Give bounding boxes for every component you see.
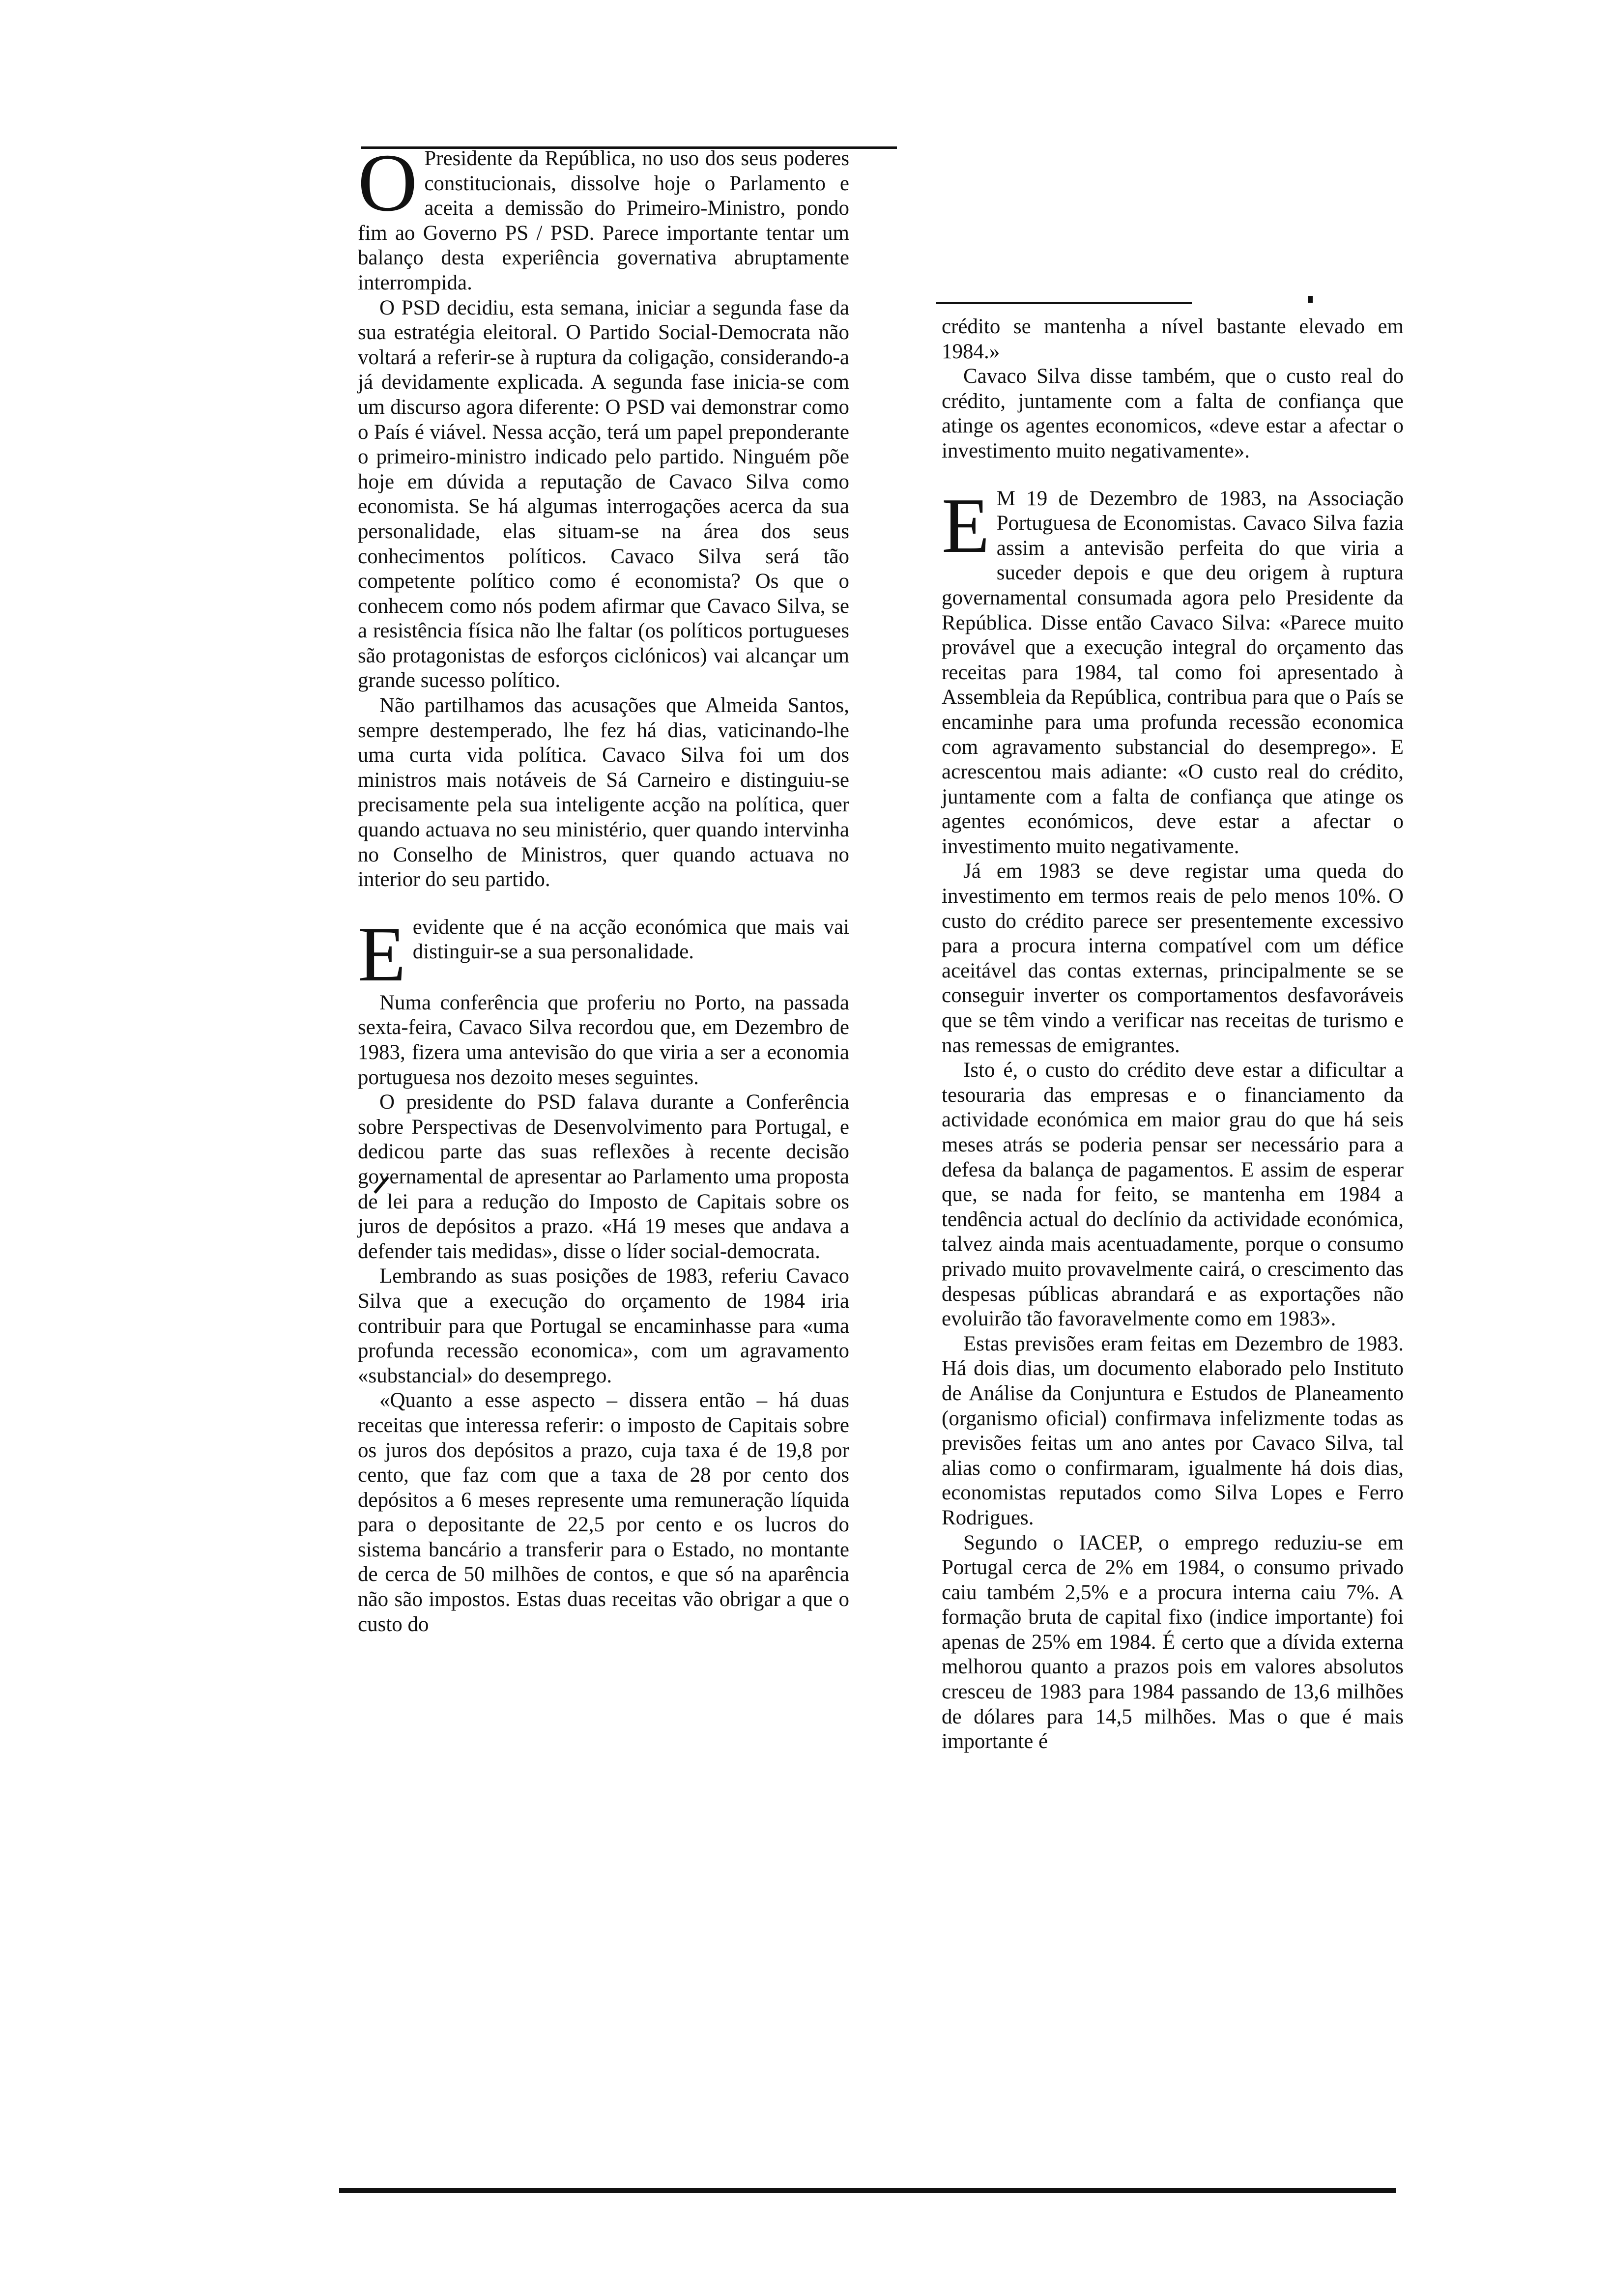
paragraph-11: M 19 de Dezembro de 1983, na Associação Portuguesa de Economistas. Cavaco Silva fazia assim a antevisão perfeita do que viria a suceder depois e que deu origem à ruptura governamental consumada agora pelo Presidente da República. Disse então Cavaco Silva: «Parece muito provável que a execução integral do orçamento das receitas para 1984, tal como foi apresentado à Assembleia da República, contribua para que o País se encaminhe para uma profunda recessão economica com agravamento substancial do desemprego». E acrescentou mais adiante: «O custo real do crédito, juntamente com a falta de confiança que atinge os agentes económicos, deve estar a afectar o investimento muito negativamente. (942, 487, 1404, 858)
paragraph-10: Cavaco Silva disse também, que o custo real do crédito, juntamente com a falta de confiança que atinge os agentes economicos, «deve estar a afectar o investimento muito negativamente». (942, 365, 1404, 462)
column-rule (936, 302, 1192, 304)
drop-cap-e: E (358, 910, 406, 998)
paragraph-14: Estas previsões eram feitas em Dezembro de 1983. Há dois dias, um documento elaborado pelo Instituto de Análise da Conjuntura e Estudos de Planeamento (organismo oficial) confirmava infelizmente todas as previsões feitas um ano antes por Cavaco Silva, tal alias como o confirmaram, igualmente há dois dias, economistas reputados como Silva Lopes e Ferro Rodrigues. (942, 1332, 1404, 1529)
section-e-right (942, 481, 1404, 860)
ink-mark (1308, 296, 1313, 303)
paragraph-7: Lembrando as suas posições de 1983, referiu Cavaco Silva que a execução do orçamento de 1984 iria contribuir para que Portugal se encaminhasse para «uma profunda recessão economica», com um agravamento «substancial» do desemprego. (358, 1264, 849, 1387)
article-column-right (942, 315, 1404, 1754)
article-column-left (358, 137, 849, 1637)
paragraph-3: Não partilhamos das acusações que Almeida Santos, sempre destemperado, lhe fez há dias, vaticinando-lhe uma curta vida política. Cavaco Silva foi um dos ministros mais notáveis de Sá Carneiro e distinguiu-se precisamente pela sua inteligente acção na política, quer quando actuava no seu ministério, quer quando intervinha no Conselho de Ministros, quer quando actuava no interior do seu partido. (358, 694, 849, 891)
paragraph-6: O presidente do PSD falava durante a Conferência sobre Perspectivas de Desenvolvimento para Portugal, e dedicou parte das suas reflexões à recente decisão governamental de apresentar ao Parlamento uma proposta de lei para a redução do Imposto de Capitais sobre os juros de depósitos a prazo. «Há 19 meses que andava a defender tais medidas», disse o líder social-democrata. (358, 1091, 849, 1263)
paragraph-4: evidente que é na acção económica que mais vai distinguir-se a sua personalidade. (412, 915, 849, 964)
bottom-rule (339, 2188, 1396, 2193)
paragraph-8: «Quanto a esse aspecto – dissera então – há duas receitas que interessa referir: o imposto de Capitais sobre os juros dos depósitos a prazo, cuja taxa é de 19,8 por cento, que faz com que a taxa de 28 por cento dos depósitos a 6 meses represente uma remuneração líquida para o depositante de 22,5 por cento e os lucros do sistema bancário a transferir para o Estado, no montante de cerca de 50 milhões de contos, e que só na aparência não são impostos. Estas duas receitas vão obrigar a que o custo do (358, 1389, 849, 1636)
paragraph-9: crédito se mantenha a nível bastante elevado em 1984.» (942, 315, 1404, 363)
paragraph-2: O PSD decidiu, esta semana, iniciar a segunda fase da sua estratégia eleitoral. O Partido Social-Democrata não voltará a referir-se à ruptura da coligação, considerando-a já devidamente explicada. A segunda fase inicia-se com um discurso agora diferente: O PSD vai demonstrar como o País é viável. Nessa acção, terá um papel preponderante o primeiro-ministro indicado pelo partido. Ninguém põe hoje em dúvida a reputação de Cavaco Silva como economista. Se há algumas interrogações acerca da sua personalidade, elas situam-se na área dos seus conhecimentos políticos. Cavaco Silva será tão competente político como é economista? Os que o conhecem como nós podem afirmar que Cavaco Silva, se a resistência física não lhe faltar (os políticos portugueses são protagonistas de esforços ciclónicos) vai alcançar um grande sucesso político. (358, 296, 849, 692)
paragraph-1: Presidente da República, no uso dos seus poderes constitucionais, dissolve hoje o Parlamento e aceita a demissão do Primeiro-Ministro, pondo fim ao Governo PS / PSD. Parece importante tentar um balanço desta experiência governativa abruptamente interrompida. (358, 147, 849, 294)
section-e-left (358, 910, 849, 998)
paragraph-15: Segundo o IACEP, o emprego reduziu-se em Portugal cerca de 2% em 1984, o consumo privado caiu também 2,5% e a procura interna caiu 7%. A formação bruta de capital fixo (indice importante) foi apenas de 25% em 1984. É certo que a dívida externa melhorou quanto a prazos pois em valores absolutos cresceu de 1983 para 1984 passando de 13,6 milhões de dólares para 14,5 milhões. Mas o que é mais importante é (942, 1531, 1404, 1753)
paragraph-12: Já em 1983 se deve registar uma queda do investimento em termos reais de pelo menos 10%. O custo do crédito parece ser presentemente excessivo para a procura interna compatível com um défice aceitável das contas externas, principalmente se se conseguir inverter os comportamentos desfavoráveis que se têm vindo a verificar nas receitas de turismo e nas remessas de emigrantes. (942, 860, 1404, 1057)
paragraph-5: Numa conferência que proferiu no Porto, na passada sexta-feira, Cavaco Silva recordou que, em Dezembro de 1983, fizera uma antevisão do que viria a ser a economia portuguesa nos dezoito meses seguintes. (358, 991, 849, 1089)
drop-cap-o: O (358, 137, 418, 229)
drop-cap-e-2: E (942, 481, 990, 569)
paragraph-13: Isto é, o custo do crédito deve estar a dificultar a tesouraria das empresas e o financiamento da actividade económica em maior grau do que há seis meses atrás se poderia pensar ser necessário para a defesa da balança de pagamentos. E assim de esperar que, se nada for feito, se mantenha em 1984 a tendência actual do declínio da actividade económica, talvez ainda mais acentuadamente, porque o consumo privado muito provavelmente cairá, o crescimento das despesas públicas abrandará e as exportações não evoluirão tão favoravelmente como em 1983». (942, 1059, 1404, 1331)
